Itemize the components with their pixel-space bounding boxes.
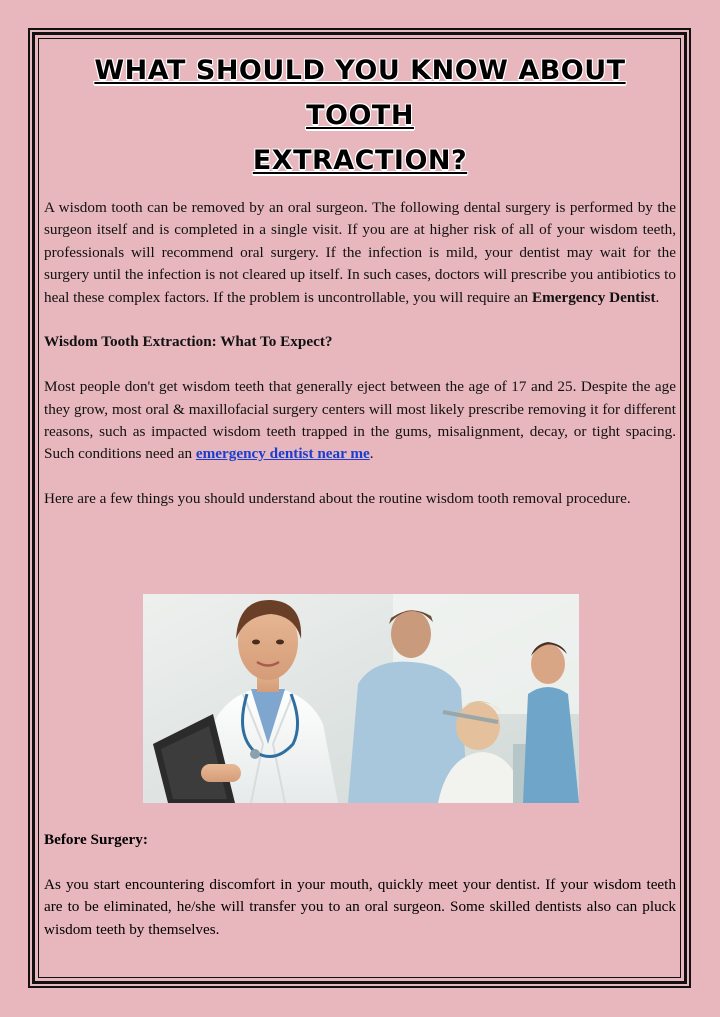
section1-paragraph (44, 376, 676, 466)
page-title (44, 48, 676, 183)
section2-paragraph: Here are a few things you should understand about the routine wisdom tooth removal procedure. (44, 490, 631, 508)
section-heading-what-to-expect: Wisdom Tooth Extraction: What To Expect? (44, 333, 333, 351)
dentist-photo-illustration (143, 594, 579, 803)
intro-end: . (655, 288, 660, 306)
intro-text: A wisdom tooth can be removed by an oral surgeon. The following dental surgery is performed by the surgeon itself and is completed in a single visit. If you are at higher risk of all of your wisdom teeth, professionals will recommend oral surgery. If the infection is mild, your dentist may wait for the surgery until the infection is not cleared up itself. In such cases, doctors will prescribe you antibiotics to heal these complex factors. If the problem is uncontrollable, you will require an (44, 199, 676, 306)
intro-bold-term: Emergency Dentist (531, 288, 656, 306)
emergency-dentist-link[interactable]: emergency dentist near me (195, 445, 370, 463)
title-line-1: WHAT SHOULD YOU KNOW ABOUT TOOTH (94, 55, 626, 131)
title-line-2: EXTRACTION? (252, 145, 468, 176)
section-heading-before-surgery: Before Surgery: (44, 831, 148, 848)
section1-end: . (369, 445, 374, 463)
intro-paragraph (44, 197, 676, 309)
before-surgery-section (44, 829, 676, 941)
article-body (44, 48, 676, 511)
section1-text: Most people don't get wisdom teeth that generally eject between the age of 17 and 25. Despite the age they grow, most oral & maxillofacial surgery centers will most likely prescribe removing it for different reasons, such as impacted wisdom teeth trapped in the gums, misalignment, decay, or tight spacing. Such conditions need an (44, 378, 676, 463)
section3-paragraph: As you start encountering discomfort in your mouth, quickly meet your dentist. If your wisdom teeth are to be eliminated, he/she will transfer you to an oral surgeon. Some skilled dentists also can pluck wisdom teeth by themselves. (44, 875, 676, 938)
dentist-photo (143, 594, 579, 803)
